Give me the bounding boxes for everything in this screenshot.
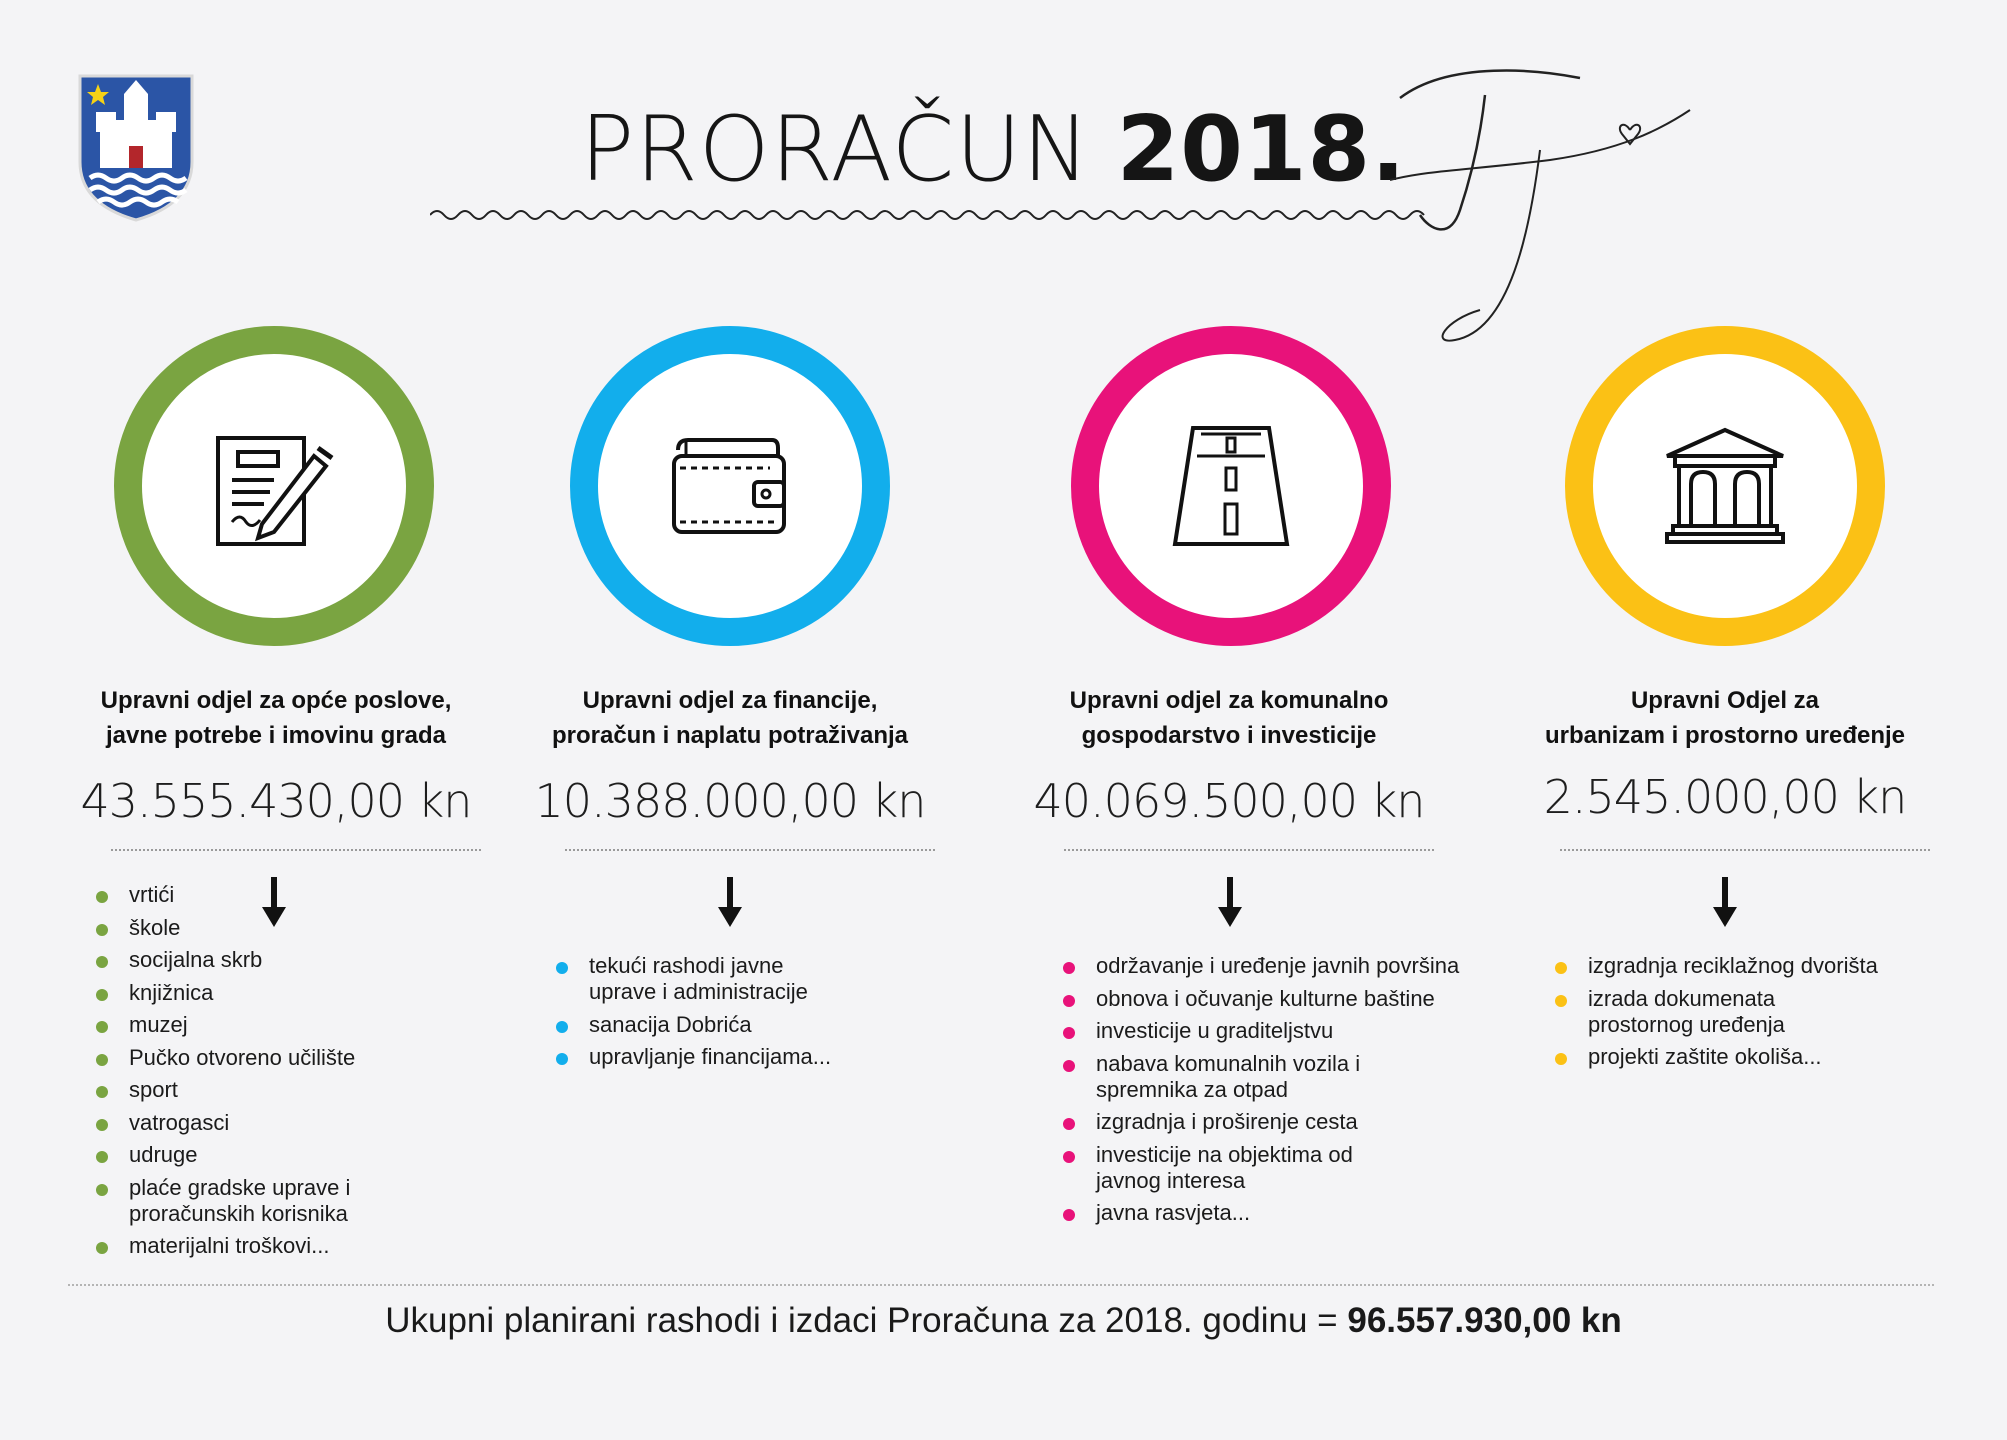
department-amount: 40.069.500,00 kn: [1033, 774, 1425, 828]
list-item: izrada dokumenata prostornog uređenja: [1555, 986, 1868, 1038]
department-items-list: [1063, 953, 1463, 1233]
total-label: Ukupni planirani rashodi i izdaci Proračuna za 2018. godinu =: [385, 1301, 1338, 1340]
divider: [111, 849, 481, 851]
department-communal: [1019, 0, 1460, 1280]
department-general-affairs: [66, 0, 486, 1280]
list-item: škole: [96, 915, 456, 941]
list-item: izgradnja reciklažnog dvorišta: [1555, 953, 1925, 979]
budget-total: [0, 1296, 2007, 1346]
department-urbanism: [1515, 0, 1935, 1280]
department-name: Upravni odjel za komunalno gospodarstvo i investicije: [1069, 687, 1389, 749]
department-icon-ring: [1565, 326, 1885, 646]
road-icon: [1171, 426, 1291, 546]
list-item: knjižnica: [96, 980, 456, 1006]
department-name: Upravni odjel za opće poslove, javne potrebe i imovinu grada: [100, 687, 452, 749]
list-item: materijalni troškovi...: [96, 1233, 456, 1259]
department-items-list: [96, 882, 456, 1266]
department-amount: 43.555.430,00 kn: [80, 774, 472, 828]
list-item: tekući rashodi javne uprave i administracije: [556, 953, 849, 1005]
footer-divider: [68, 1284, 1934, 1286]
list-item: plaće gradske uprave i proračunskih korisnika: [96, 1175, 404, 1227]
total-value: 96.557.930,00 kn: [1347, 1301, 1622, 1340]
divider: [1064, 849, 1434, 851]
document-pen-icon: [214, 426, 334, 546]
list-item: udruge: [96, 1142, 456, 1168]
department-name: Upravni Odjel za urbanizam i prostorno uređenje: [1544, 687, 1906, 749]
list-item: javna rasvjeta...: [1063, 1200, 1463, 1226]
list-item: obnova i očuvanje kulturne baštine: [1063, 986, 1463, 1012]
list-item: muzej: [96, 1012, 456, 1038]
list-item: socijalna skrb: [96, 947, 456, 973]
list-item: upravljanje financijama...: [556, 1044, 876, 1070]
department-icon-ring: [114, 326, 434, 646]
list-item: vatrogasci: [96, 1110, 456, 1136]
list-item: izgradnja i proširenje cesta: [1063, 1109, 1463, 1135]
title-bold-year: 2018.: [1116, 97, 1407, 202]
title-light-part: PRORAČUN: [580, 97, 1091, 202]
list-item: održavanje i uređenje javnih površina: [1063, 953, 1463, 979]
building-columns-icon: [1665, 426, 1785, 546]
list-item: investicije na objektima od javnog interesa: [1063, 1142, 1406, 1194]
divider: [1560, 849, 1930, 851]
department-items-list: [556, 953, 876, 1077]
department-icon-ring: [1071, 326, 1391, 646]
department-amount: 2.545.000,00 kn: [1543, 770, 1907, 824]
list-item: projekti zaštite okoliša...: [1555, 1044, 1925, 1070]
list-item: nabava komunalnih vozila i spremnika za otpad: [1063, 1051, 1406, 1103]
arrow-down-icon: [1218, 877, 1242, 927]
divider: [565, 849, 935, 851]
list-item: sport: [96, 1077, 456, 1103]
arrow-down-icon: [1713, 877, 1737, 927]
list-item: Pučko otvoreno učilište: [96, 1045, 456, 1071]
department-finance: [520, 0, 940, 1280]
department-name: Upravni odjel za financije, proračun i naplatu potraživanja: [551, 687, 909, 749]
list-item: sanacija Dobrića: [556, 1012, 876, 1038]
department-items-list: [1555, 953, 1925, 1077]
arrow-down-icon: [718, 877, 742, 927]
wallet-icon: [670, 426, 790, 546]
department-icon-ring: [570, 326, 890, 646]
list-item: vrtići: [96, 882, 456, 908]
list-item: investicije u graditeljstvu: [1063, 1018, 1463, 1044]
department-amount: 10.388.000,00 kn: [534, 774, 926, 828]
